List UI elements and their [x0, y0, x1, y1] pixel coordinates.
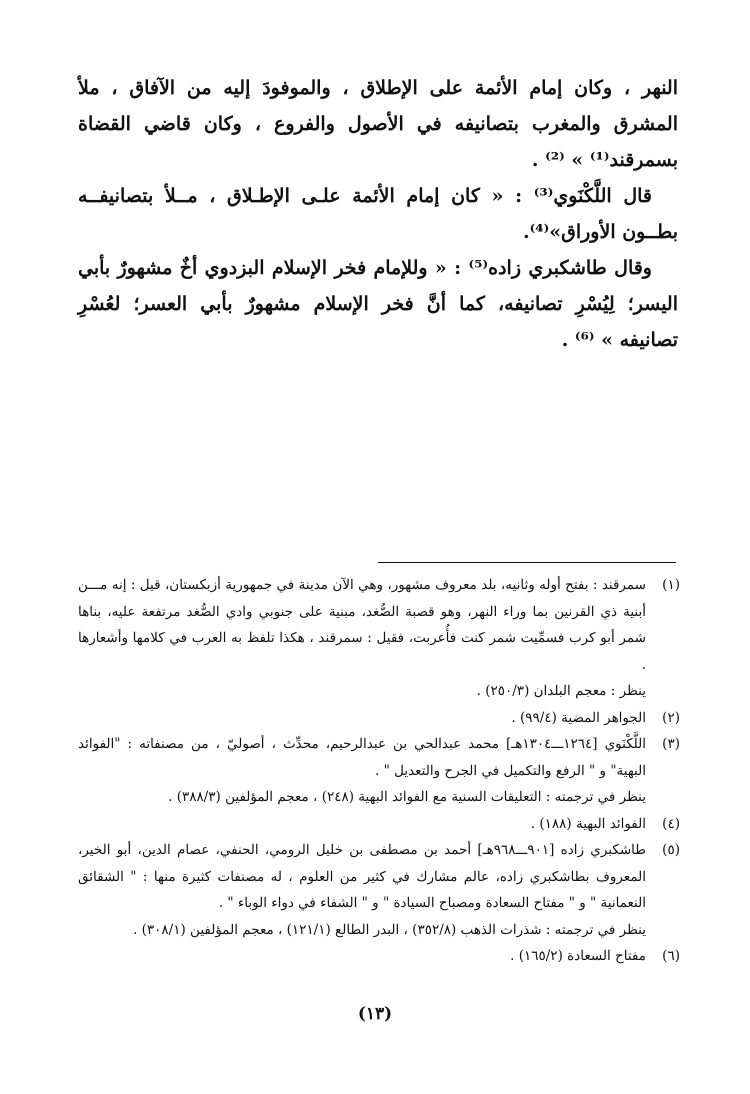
footnote-text: اللَّكْنَوي [١٢٦٤ـــ١٣٠٤هـ] محمد عبدالحي بن عبدالرحيم، محدِّث ، أصوليّ ، من مصنفاته : "الفوائد البهية" و " الرفع والتكميل في الجرح والتعديل " .: [78, 736, 646, 779]
footnotes-block: [78, 572, 680, 970]
footnote-body: [78, 572, 646, 705]
footnote-reference: ينظر في ترجمته : التعليقات السنية مع الفوائد البهية (٢٤٨) ، معجم المؤلفين (٣٨٨/٣) .: [168, 789, 646, 805]
footnote-number: (١): [662, 577, 680, 593]
main-text-block: [78, 70, 678, 358]
footnote-2: [78, 705, 680, 732]
footnote-text: مفتاح السعادة (١٦٥/٢) .: [510, 948, 646, 964]
footnote-1: [78, 572, 680, 705]
main-paragraph-2: قال اللَّكْنَوي⁽³⁾ : « كان إمام الأئمة علـى الإطـلاق ، مــلأ بتصانيفــه بطــون الأوراق»⁽⁴⁾.: [78, 185, 678, 243]
footnote-3: [78, 731, 680, 811]
footnote-number: (٤): [662, 815, 680, 832]
page-number: (١٣): [357, 1004, 393, 1024]
footnote-body: [78, 811, 646, 838]
footnote-number: (٥): [662, 842, 680, 858]
footnote-text: الفوائد البهية (١٨٨) .: [530, 815, 646, 832]
footnote-text: طاشكبري زاده [٩٠١ـــ٩٦٨هـ] أحمد بن مصطفى بن خليل الرومي، الحنفي، عصام الدين، أبو الخير، المعروف بطاشكبري زاده، عالم مشارك في كثير من العلوم ، له مصنفات كثيرة منها : " الشقائق النعمانية " و " مفتاح السعادة ومصباح السيادة " و " الشفاء في دواء الوباء " .: [78, 842, 646, 911]
footnote-4: [78, 811, 680, 838]
footnote-body: [78, 731, 646, 811]
footnote-body: [78, 943, 646, 970]
main-paragraph-3: وقال طاشكبري زاده⁽⁵⁾ : « وللإمام فخر الإسلام البزدوي أخٌ مشهورٌ بأبي اليسر؛ لِيُسْرِ تصانيفه، كما أنَّ فخر الإسلام مشهورٌ بأبي العسر؛ لعُسْرِ تصانيفه » ⁽⁶⁾ .: [78, 257, 678, 351]
footnote-number: (٦): [662, 948, 680, 964]
footnote-reference: ينظر : معجم البلدان (٢٥٠/٣) .: [476, 683, 646, 699]
footnote-divider: [378, 562, 676, 563]
main-paragraph-1: النهر ، وكان إمام الأئمة على الإطلاق ، والموفودَ إليه من الآفاق ، ملأ المشرق والمغرب بتصانيفه في الأصول والفروع ، وكان قاضي القضاة بسمرقند⁽¹⁾ » ⁽²⁾ .: [78, 77, 678, 171]
footnote-reference: ينظر في ترجمته : شذرات الذهب (٣٥٢/٨) ، البدر الطالع (١٢١/١) ، معجم المؤلفين (٣٠٨/١) .: [133, 921, 646, 938]
footnote-text: سمرقند : بفتح أوله وثانيه، بلد معروف مشهور، وهي الآن مدينة في جمهورية أزبكستان، قيل : إنه مـــن أبنية ذي القرنين بما وراء النهر، وهو قصبة الصُّغد، مبنية على جنوبي وادي الصُّغد مرتفعة عليه، بناها شمر أبو كرب فسمِّيت شمر كنت فأُعربت، فقيل : سمرقند ، هكذا تلفظ به العرب في كلامها وأشعارها .: [78, 577, 646, 673]
footnote-body: [78, 705, 646, 732]
footnote-6: [78, 943, 680, 970]
footnote-number: (٣): [662, 736, 680, 752]
footnote-body: [78, 837, 646, 943]
footnote-number: (٢): [662, 709, 680, 726]
footnote-text: الجواهر المضية (٩٩/٤) .: [511, 709, 646, 726]
footnote-5: [78, 837, 680, 943]
